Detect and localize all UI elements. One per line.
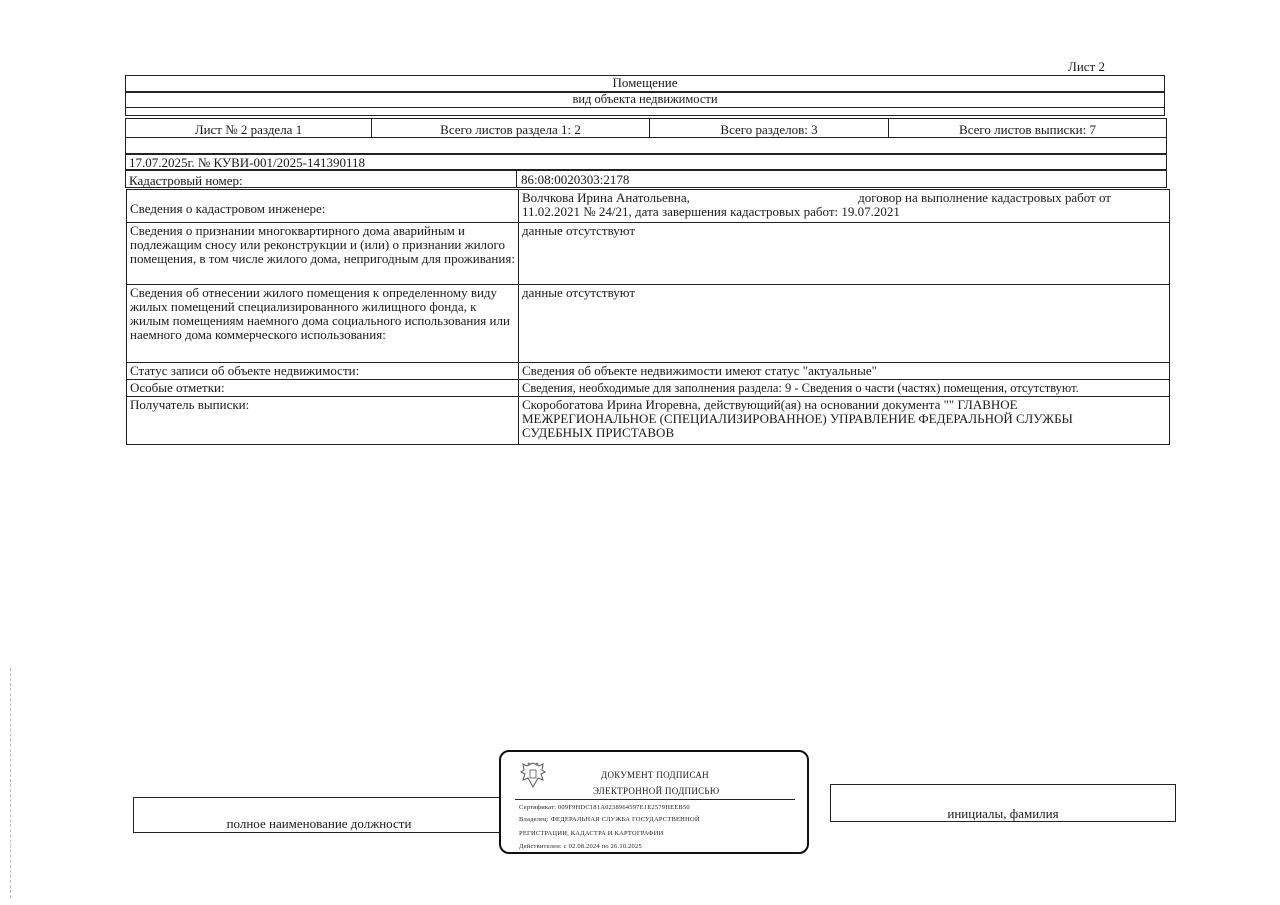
sheet-number: Лист 2 (1068, 59, 1105, 74)
row-key: Сведения о кадастровом инженере: (127, 190, 519, 223)
sections-total: Всего разделов: 3 (650, 119, 889, 137)
row-key: Сведения о признании многоквартирного дома аварийным и подлежащим сносу или реконструкции и (или) о признании жилого помещения, в том числе жилого дома, непригодным для проживания: (127, 223, 519, 285)
row-value: данные отсутствуют (519, 223, 1170, 285)
header-spacer (125, 108, 1165, 116)
row-key: Получатель выписки: (127, 397, 519, 445)
stamp-owner-2: РЕГИСТРАЦИИ, КАДАСТРА И КАРТОГРАФИИ (519, 830, 664, 837)
table-row (127, 285, 1170, 363)
stamp-title: ДОКУМЕНТ ПОДПИСАН (601, 770, 709, 780)
stamp-valid: Действителен: с 02.08.2024 по 26.10.2025 (519, 843, 642, 850)
row-key: Сведения об отнесении жилого помещения к определенному виду жилых помещений специализированного жилищного фонда, к жилым помещениям наемного дома социального использования или наемного дома коммерческого использования: (127, 285, 519, 363)
row-value (519, 397, 1170, 445)
row-value (519, 190, 1170, 223)
position-caption: полное наименование должности (226, 816, 412, 831)
recipient-line-1: Скоробогатова Ирина Игоревна, действующий(ая) на основании документа "" ГЛАВНОЕ (522, 397, 1018, 412)
row-value: Сведения, необходимые для заполнения раздела: 9 - Сведения о части (частях) помещения, отсутствуют. (519, 380, 1170, 397)
recipient-line-2: МЕЖРЕГИОНАЛЬНОЕ (СПЕЦИАЛИЗИРОВАННОЕ) УПРАВЛЕНИЕ ФЕДЕРАЛЬНОЙ СЛУЖБЫ (522, 411, 1073, 426)
sheets-in-section: Всего листов раздела 1: 2 (372, 119, 650, 137)
table-row (127, 380, 1170, 397)
coat-of-arms-icon (519, 760, 547, 790)
sheet-meta-row (125, 118, 1167, 138)
engineer-name: Волчкова Ирина Анатольевна, (522, 190, 690, 205)
row-value: Сведения об объекте недвижимости имеют статус "актуальные" (519, 363, 1170, 380)
row-value: данные отсутствуют (519, 285, 1170, 363)
stamp-certificate: Сертификат: 009F9HDC181A0238964597E1E2579HEEB50 (519, 804, 690, 811)
name-caption: инициалы, фамилия (947, 806, 1059, 821)
stamp-owner-1: Владелец: ФЕДЕРАЛЬНАЯ СЛУЖБА ГОСУДАРСТВЕННОЙ (519, 816, 700, 823)
scan-edge-mark (10, 668, 12, 898)
object-type-caption: вид объекта недвижимости (125, 92, 1165, 108)
table-row (127, 363, 1170, 380)
table-row (127, 397, 1170, 445)
row-key: Особые отметки: (127, 380, 519, 397)
object-title: Помещение (125, 75, 1165, 92)
e-signature-stamp (499, 750, 809, 854)
stamp-subtitle: ЭЛЕКТРОННОЙ ПОДПИСЬЮ (593, 786, 720, 796)
table-row (127, 190, 1170, 223)
cadastral-value: 86:08:0020303:2178 (521, 172, 630, 187)
sheets-total: Всего листов выписки: 7 (959, 122, 1096, 137)
recipient-line-3: СУДЕБНЫХ ПРИСТАВОВ (522, 425, 675, 440)
table-row (127, 223, 1170, 285)
info-table (126, 189, 1170, 445)
cadastral-row (125, 170, 1167, 188)
meta-spacer (125, 138, 1167, 154)
contract-details: 11.02.2021 № 24/21, дата завершения кадастровых работ: 19.07.2021 (522, 204, 900, 219)
cadastral-label: Кадастровый номер: (126, 171, 517, 187)
stamp-divider (515, 799, 795, 800)
extract-number: 17.07.2025г. № КУВИ-001/2025-141390118 (125, 154, 1167, 170)
sheet-section: Лист № 2 раздела 1 (126, 119, 372, 137)
row-key: Статус записи об объекте недвижимости: (127, 363, 519, 380)
contract-text: договор на выполнение кадастровых работ от (858, 190, 1111, 205)
